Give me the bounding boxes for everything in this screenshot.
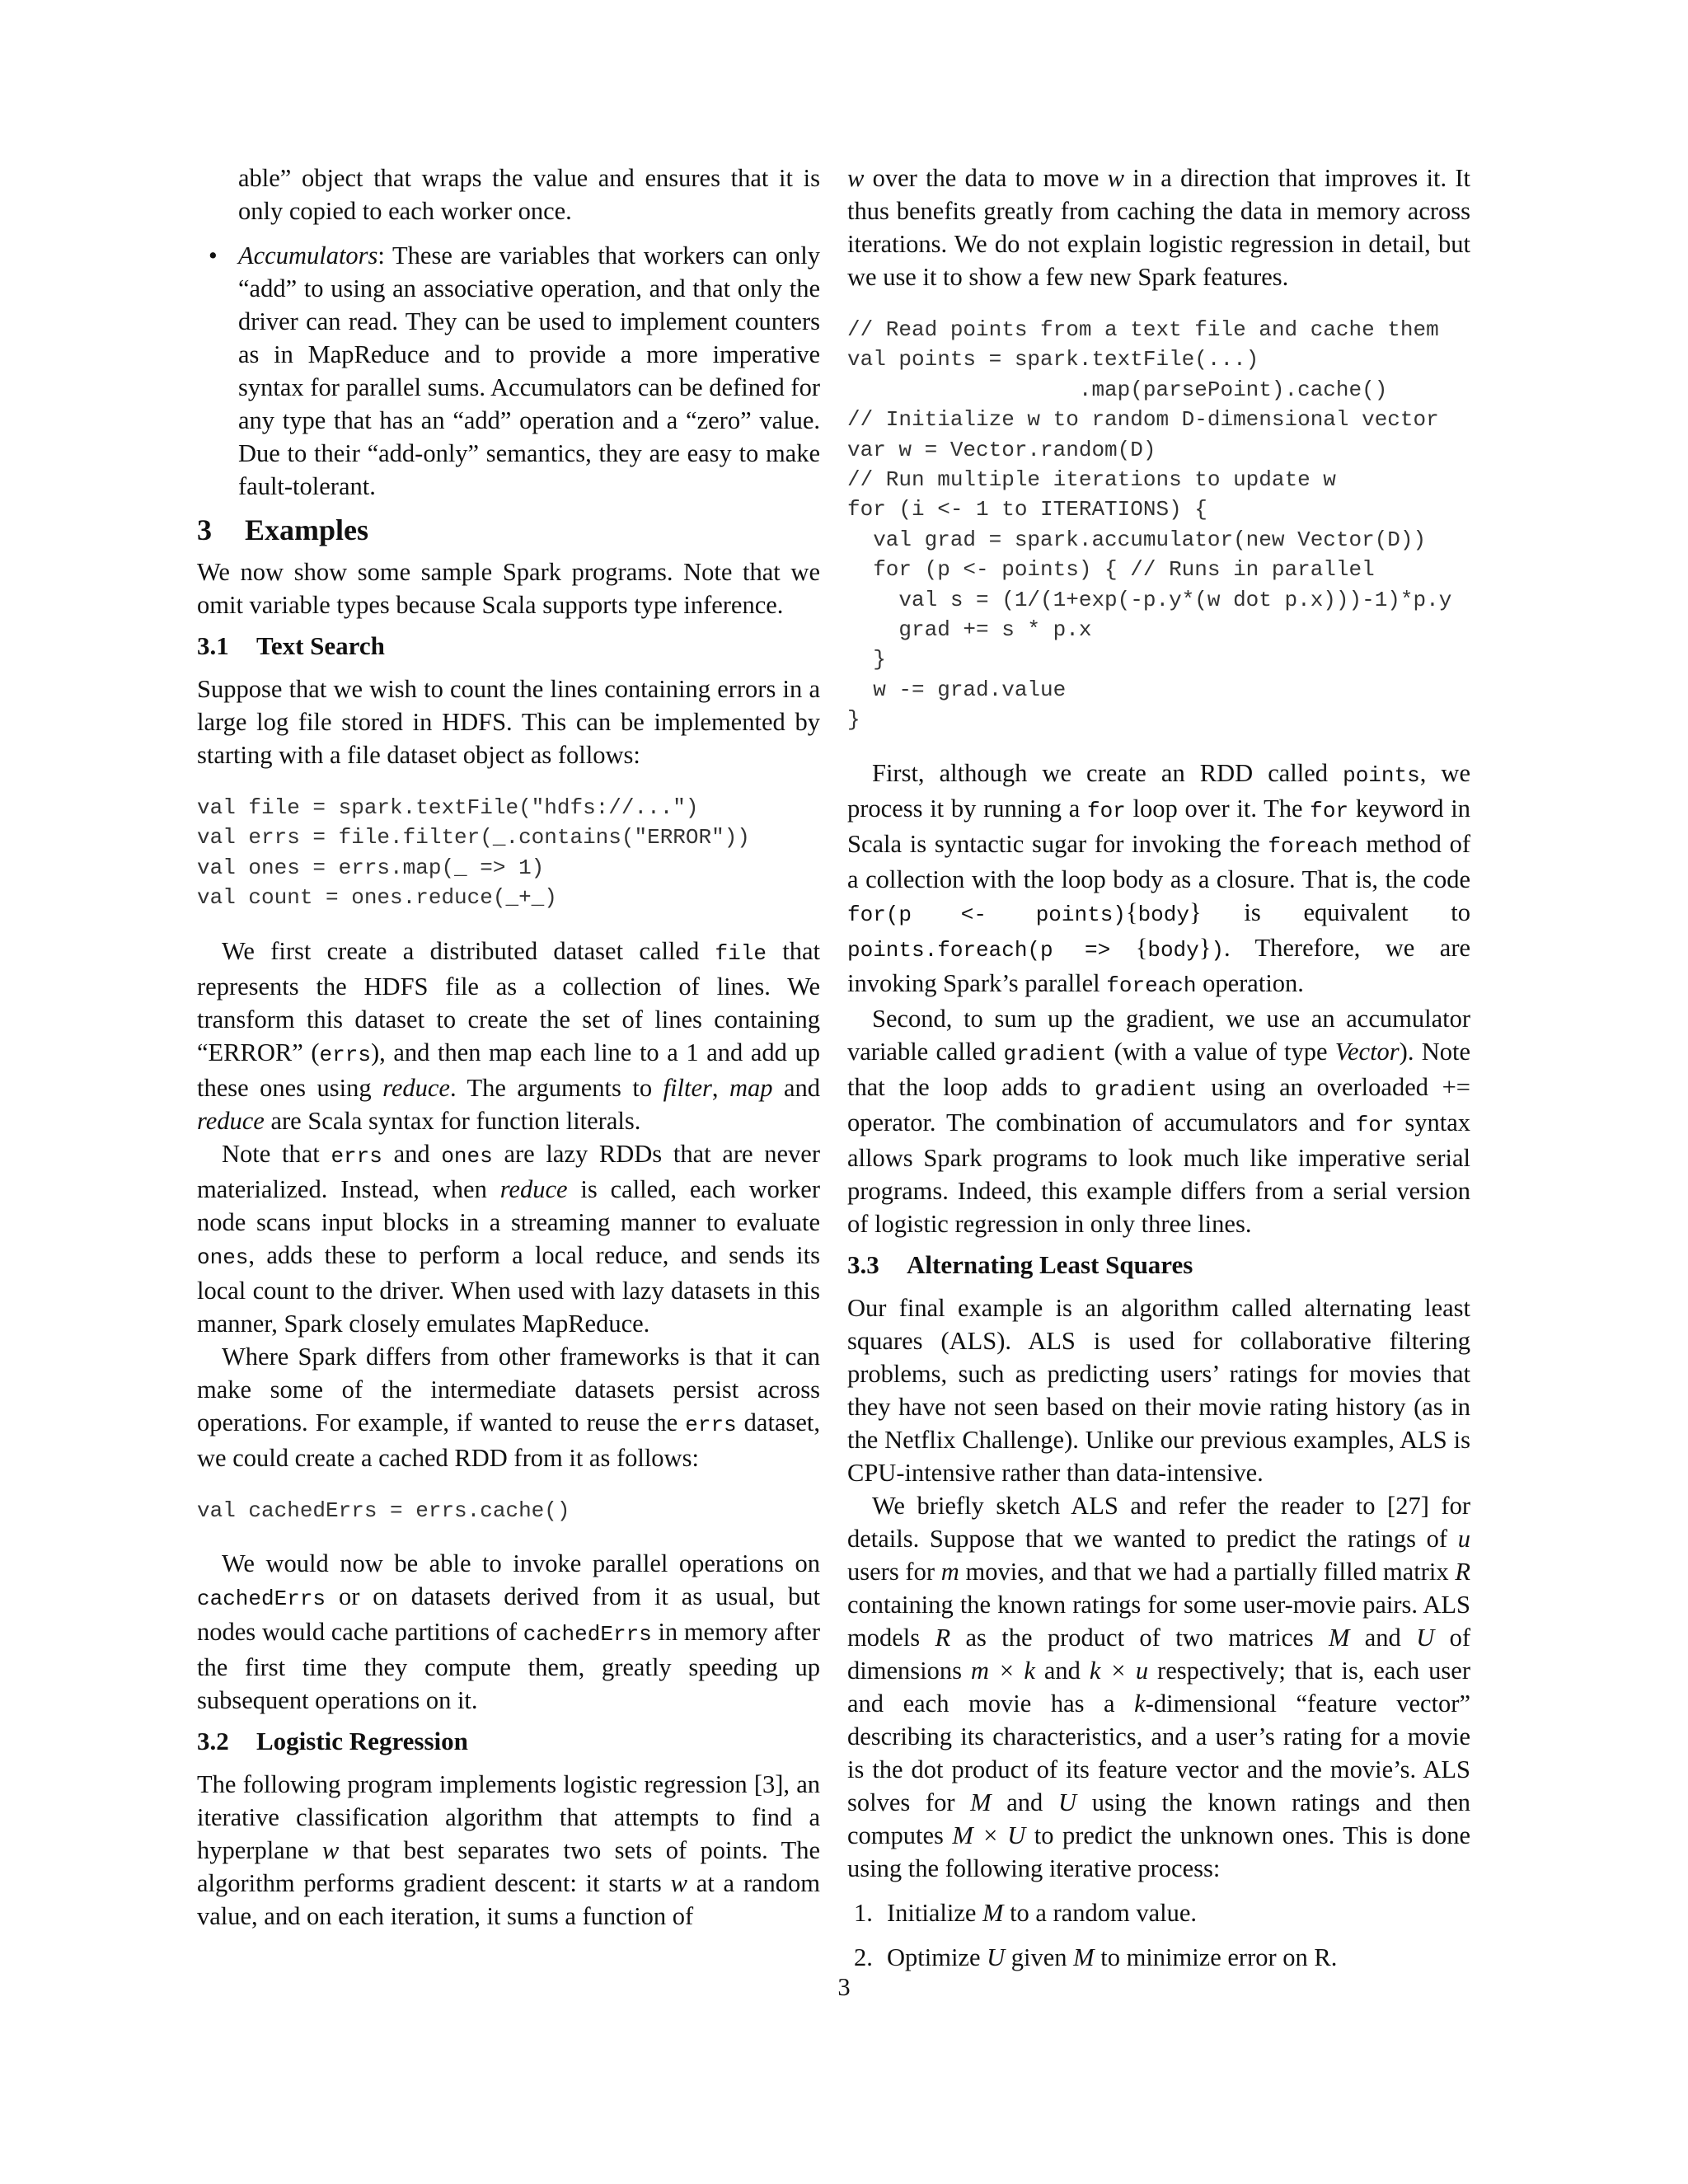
code-block-text-search: val file = spark.textFile("hdfs://...") val errs = file.filter(_.contains("ERROR")) val ones = errs.map(_ => 1) val count = ones.reduce(_+_): [197, 795, 750, 911]
subsection-title: Text Search: [256, 631, 385, 660]
section-title: Examples: [245, 513, 369, 546]
paragraph-distributed-dataset: We first create a distributed dataset called file that represents the HDFS file as a collection of lines. We transform this dataset to create the set of lines containing “ERROR” (errs), and then map each line to a 1 and add up these ones using reduce. The arguments to filter, map and reduce are Scala syntax for function literals.: [197, 936, 821, 1135]
accumulators-text: : These are variables that workers can only “add” to using an associative operation, and that only the driver can read. They can be used to implement counters as in MapReduce and to provide a more imperative syntax for parallel sums. Accumulators can be defined for any type that has an “add” operation and a “zero” value. Due to their “add-only” semantics, they are easy to make fault-tolerant.: [238, 241, 820, 500]
paragraph-cached-errs: We would now be able to invoke parallel operations on cachedErrs or on datasets derived from it as usual, but nodes would cache partitions of cachedErrs in memory after the first time they compute them, greatly speeding up subsequent operations on it.: [197, 1549, 821, 1715]
section-3-1-heading: [197, 630, 820, 663]
paragraph-text-search-intro: Suppose that we wish to count the lines containing errors in a large log file stored in HDFS. This can be implemented by starting with a file dataset object as follows:: [197, 675, 820, 769]
list-item: 1. Initialize M to a random value.: [854, 1898, 1198, 1927]
section-3-2-heading: [197, 1725, 820, 1758]
list-item: 2. Optimize U given M to minimize error on R.: [854, 1943, 1338, 1971]
paragraph-accumulator-gradient: Second, to sum up the gradient, we use an accumulator variable called gradient (with a value of type Vector). Note that the loop adds to gradient using an overloaded += operator. The combination of accumulators and for syntax allows Spark programs to look much like imperative serial programs. Indeed, this example differs from a serial version of logistic regression in only three lines.: [847, 1004, 1470, 1238]
right-column: [847, 162, 1470, 1974]
broadcast-bullet-continuation: able” object that wraps the value and ensures that it is only copied to each worker once.: [238, 164, 820, 225]
code-block-cache: val cachedErrs = errs.cache(): [197, 1497, 570, 1523]
subsection-number: 3.3: [847, 1249, 879, 1279]
subsection-number: 3.1: [197, 631, 229, 660]
page-number: 3: [837, 1973, 851, 2001]
paragraph-als-intro: Our final example is an algorithm called alternating least squares (ALS). ALS is used for collaborative filtering problems, such as predicting users’ ratings for movies that they have not seen based on their movie rating history (as in the Netflix Challenge). Unlike our previous examples, ALS is CPU-intensive rather than data-intensive.: [847, 1293, 1470, 1487]
accumulators-bullet: [197, 239, 820, 503]
paragraph-logistic-regression-intro: The following program implements logistic regression [3], an iterative classification algorithm that attempts to find a hyperplane w that best separates two sets of points. The algorithm performs gradient descent: it starts w at a random value, and on each iteration, it sums a function of: [197, 1770, 820, 1931]
left-column: [197, 162, 820, 1933]
section-3-heading: [197, 511, 820, 549]
section-3-intro: We now show some sample Spark programs. Note that we omit variable types because Scala supports type inference.: [197, 558, 820, 619]
section-3-3-heading: [847, 1249, 1470, 1282]
subsection-title: Alternating Least Squares: [907, 1249, 1193, 1279]
bullet-icon: •: [209, 241, 218, 269]
subsection-title: Logistic Regression: [256, 1727, 468, 1756]
section-number: 3: [197, 513, 212, 546]
paragraph-persist-datasets: Where Spark differs from other frameworks is that it can make some of the intermediate datasets persist across operations. For example, if wanted to reuse the errs dataset, we could create a cached RDD from it as follows:: [197, 1342, 820, 1472]
subsection-number: 3.2: [197, 1727, 229, 1756]
code-block-logistic-regression: // Read points from a text file and cache them val points = spark.textFile(...) .map(parsePoint).cache() // Initialize w to random D-dimensional vector var w = Vector.random(D) // Run multiple iterations to update w for (i <- 1 to ITERATIONS) { val grad = spark.accumulator(new Vector(D)) for (p <- points) { // Runs in parallel val s = (1/(1+exp(-p.y*(w dot p.x)))-1)*p.y grad += s * p.x } w -= grad.value }: [847, 317, 1452, 733]
paragraph-logistic-regression-cont: w over the data to move w in a direction that improves it. It thus benefits greatly from caching the data in memory across iterations. We do not explain logistic regression in detail, but we use it to show a few new Spark features.: [847, 164, 1470, 291]
paragraph-als-sketch: We briefly sketch ALS and refer the reader to [27] for details. Suppose that we wanted to predict the ratings of u users for m movies, and that we had a partially filled matrix R containing the known ratings for some user-movie pairs. ALS models R as the product of two matrices M and U of dimensions m × k and k × u respectively; that is, each user and each movie has a k-dimensional “feature vector” describing its characteristics, and a user’s rating for a movie is the dot product of its feature vector and the movie’s. ALS solves for M and U using the known ratings and then computes M × U to predict the unknown ones. This is done using the following iterative process:: [847, 1491, 1470, 1882]
accumulators-term: Accumulators: [238, 241, 378, 269]
paragraph-lazy-rdds: Note that errs and ones are lazy RDDs that are never materialized. Instead, when reduce is called, each worker node scans input blocks in a streaming manner to evaluate ones, adds these to perform a local reduce, and sends its local count to the driver. When used with lazy datasets in this manner, Spark closely emulates MapReduce.: [197, 1139, 820, 1338]
paragraph-for-loop: First, although we create an RDD called points, we process it by running a for loop over it. The for keyword in Scala is syntactic sugar for invoking the foreach method of a collection with the loop body as a closure. That is, the code for(p <- points){body} is equivalent to points.foreach(p => {body}). Therefore, we are invoking Spark’s parallel foreach operation.: [847, 758, 1471, 998]
